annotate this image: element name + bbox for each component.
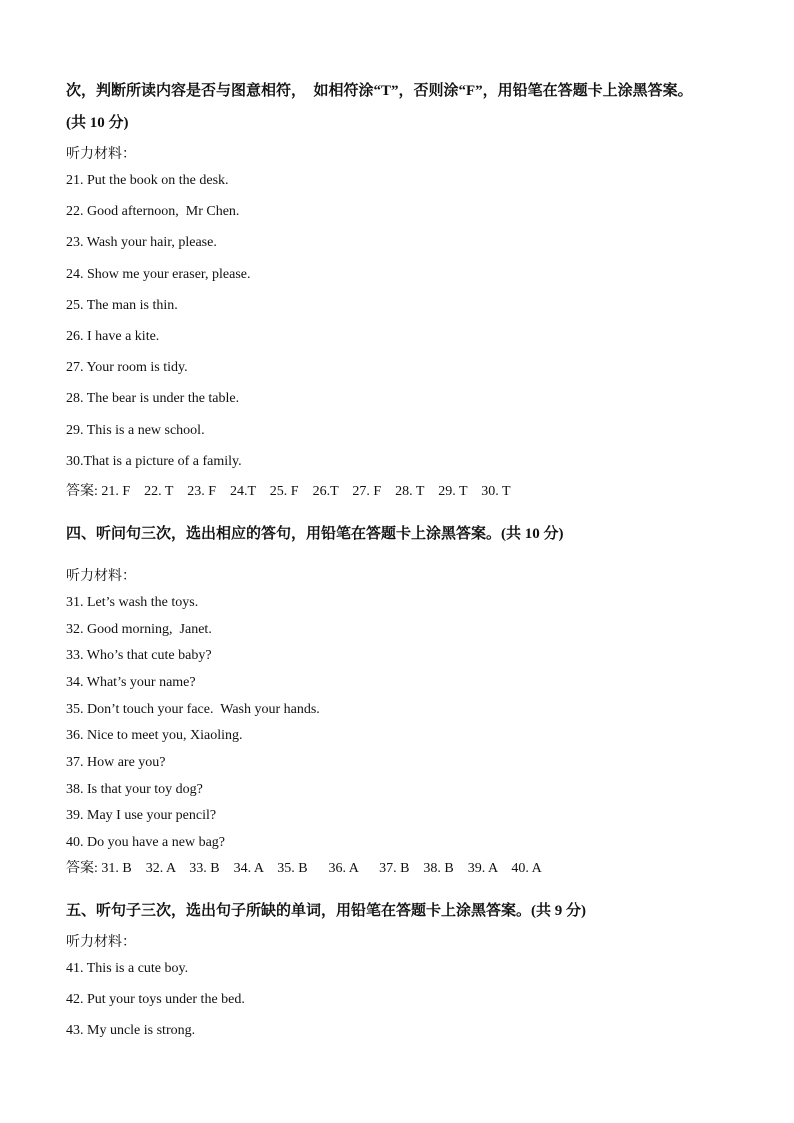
- list-item: 38. Is that your toy dog?: [66, 782, 203, 797]
- list-item: 30.That is a picture of a family.: [66, 454, 242, 469]
- list-item: 21. Put the book on the desk.: [66, 173, 229, 188]
- list-item: 24. Show me your eraser, please.: [66, 267, 251, 282]
- section3-material-label: 听力材料：: [66, 146, 136, 162]
- list-item: 29. This is a new school.: [66, 423, 205, 438]
- section5-heading: 五、听句子三次，选出句子所缺的单词，用铅笔在答题卡上涂黑答案。(共 9 分): [66, 903, 586, 919]
- list-item: 40. Do you have a new bag?: [66, 835, 226, 850]
- list-item: 32. Good morning, Janet.: [66, 622, 212, 637]
- list-item: 36. Nice to meet you, Xiaoling.: [66, 728, 243, 743]
- list-item: 43. My uncle is strong.: [66, 1023, 196, 1038]
- list-item: 34. What’s your name?: [66, 675, 196, 690]
- section4-material-label: 听力材料：: [66, 568, 136, 584]
- section4-heading: 四、听问句三次，选出相应的答句，用铅笔在答题卡上涂黑答案。(共 10 分): [66, 526, 564, 542]
- list-item: 31. Let’s wash the toys.: [66, 595, 199, 610]
- list-item: 42. Put your toys under the bed.: [66, 992, 245, 1007]
- section3-points: (共 10 分): [66, 115, 129, 131]
- list-item: 27. Your room is tidy.: [66, 360, 188, 375]
- list-item: 22. Good afternoon, Mr Chen.: [66, 204, 240, 219]
- list-item: 35. Don’t touch your face. Wash your hands.: [66, 702, 320, 717]
- list-item: 23. Wash your hair, please.: [66, 235, 217, 250]
- section5-material-label: 听力材料：: [66, 934, 136, 950]
- list-item: 33. Who’s that cute baby?: [66, 648, 212, 663]
- list-item: 37. How are you?: [66, 755, 166, 770]
- section3-instruction: 次，判断所读内容是否与图意相符， 如相符涂“T”，否则涂“F”，用铅笔在答题卡上涂黑答案。: [66, 83, 693, 99]
- section3-answer: 答案: 21. F 22. T 23. F 24.T 25. F 26.T 27. F 28. T 29. T 30. T: [66, 484, 511, 499]
- list-item: 26. I have a kite.: [66, 329, 160, 344]
- list-item: 28. The bear is under the table.: [66, 391, 240, 406]
- section4-answer: 答案: 31. B 32. A 33. B 34. A 35. B 36. A 37. B 38. B 39. A 40. A: [66, 861, 542, 876]
- list-item: 39. May I use your pencil?: [66, 808, 217, 823]
- list-item: 25. The man is thin.: [66, 298, 178, 313]
- list-item: 41. This is a cute boy.: [66, 961, 189, 976]
